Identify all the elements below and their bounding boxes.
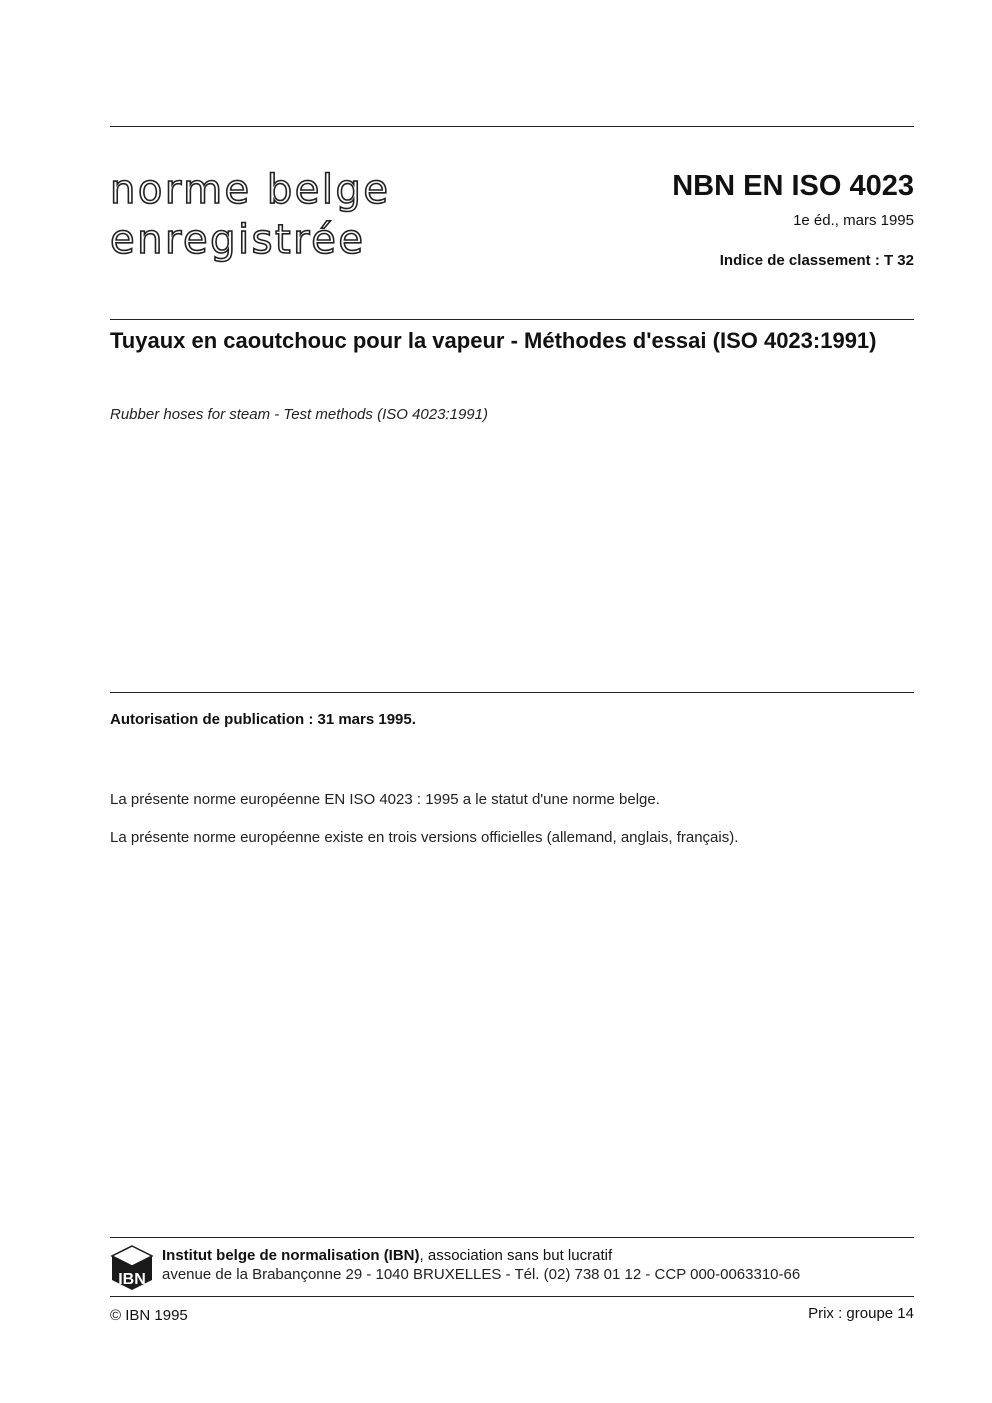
ibn-logo-icon xyxy=(110,1244,154,1292)
institute-line xyxy=(162,1247,612,1264)
rule-above-publication xyxy=(110,692,914,693)
outline-title-line-1: norme belge xyxy=(110,167,391,213)
status-paragraph: La présente norme européenne EN ISO 4023 : 1995 a le statut d'une norme belge. xyxy=(110,791,660,808)
institute-name: Institut belge de normalisation (IBN) xyxy=(162,1247,420,1264)
title-french: Tuyaux en caoutchouc pour la vapeur - Méthodes d'essai (ISO 4023:1991) xyxy=(110,328,877,353)
copyright: © IBN 1995 xyxy=(110,1307,188,1324)
title-english: Rubber hoses for steam - Test methods (ISO 4023:1991) xyxy=(110,406,488,423)
institute-address: avenue de la Brabançonne 29 - 1040 BRUXELLES - Tél. (02) 738 01 12 - CCP 000-0063310-66 xyxy=(162,1266,801,1283)
edition-date: 1e éd., mars 1995 xyxy=(793,212,914,229)
rule-under-header xyxy=(110,319,914,320)
price-group: Prix : groupe 14 xyxy=(808,1305,914,1322)
versions-paragraph: La présente norme européenne existe en trois versions officielles (allemand, anglais, français). xyxy=(110,829,739,846)
rule-footer-bottom xyxy=(110,1296,914,1297)
publication-authorization: Autorisation de publication : 31 mars 1995. xyxy=(110,711,416,728)
outline-title-line-2: enregistrée xyxy=(110,217,366,263)
standard-number: NBN EN ISO 4023 xyxy=(672,170,914,202)
ibn-logo-text: IBN xyxy=(118,1271,146,1288)
institute-suffix: , association sans but lucratif xyxy=(419,1247,613,1264)
rule-top xyxy=(110,126,914,127)
classification-index: Indice de classement : T 32 xyxy=(719,252,914,269)
rule-footer-top xyxy=(110,1237,914,1238)
